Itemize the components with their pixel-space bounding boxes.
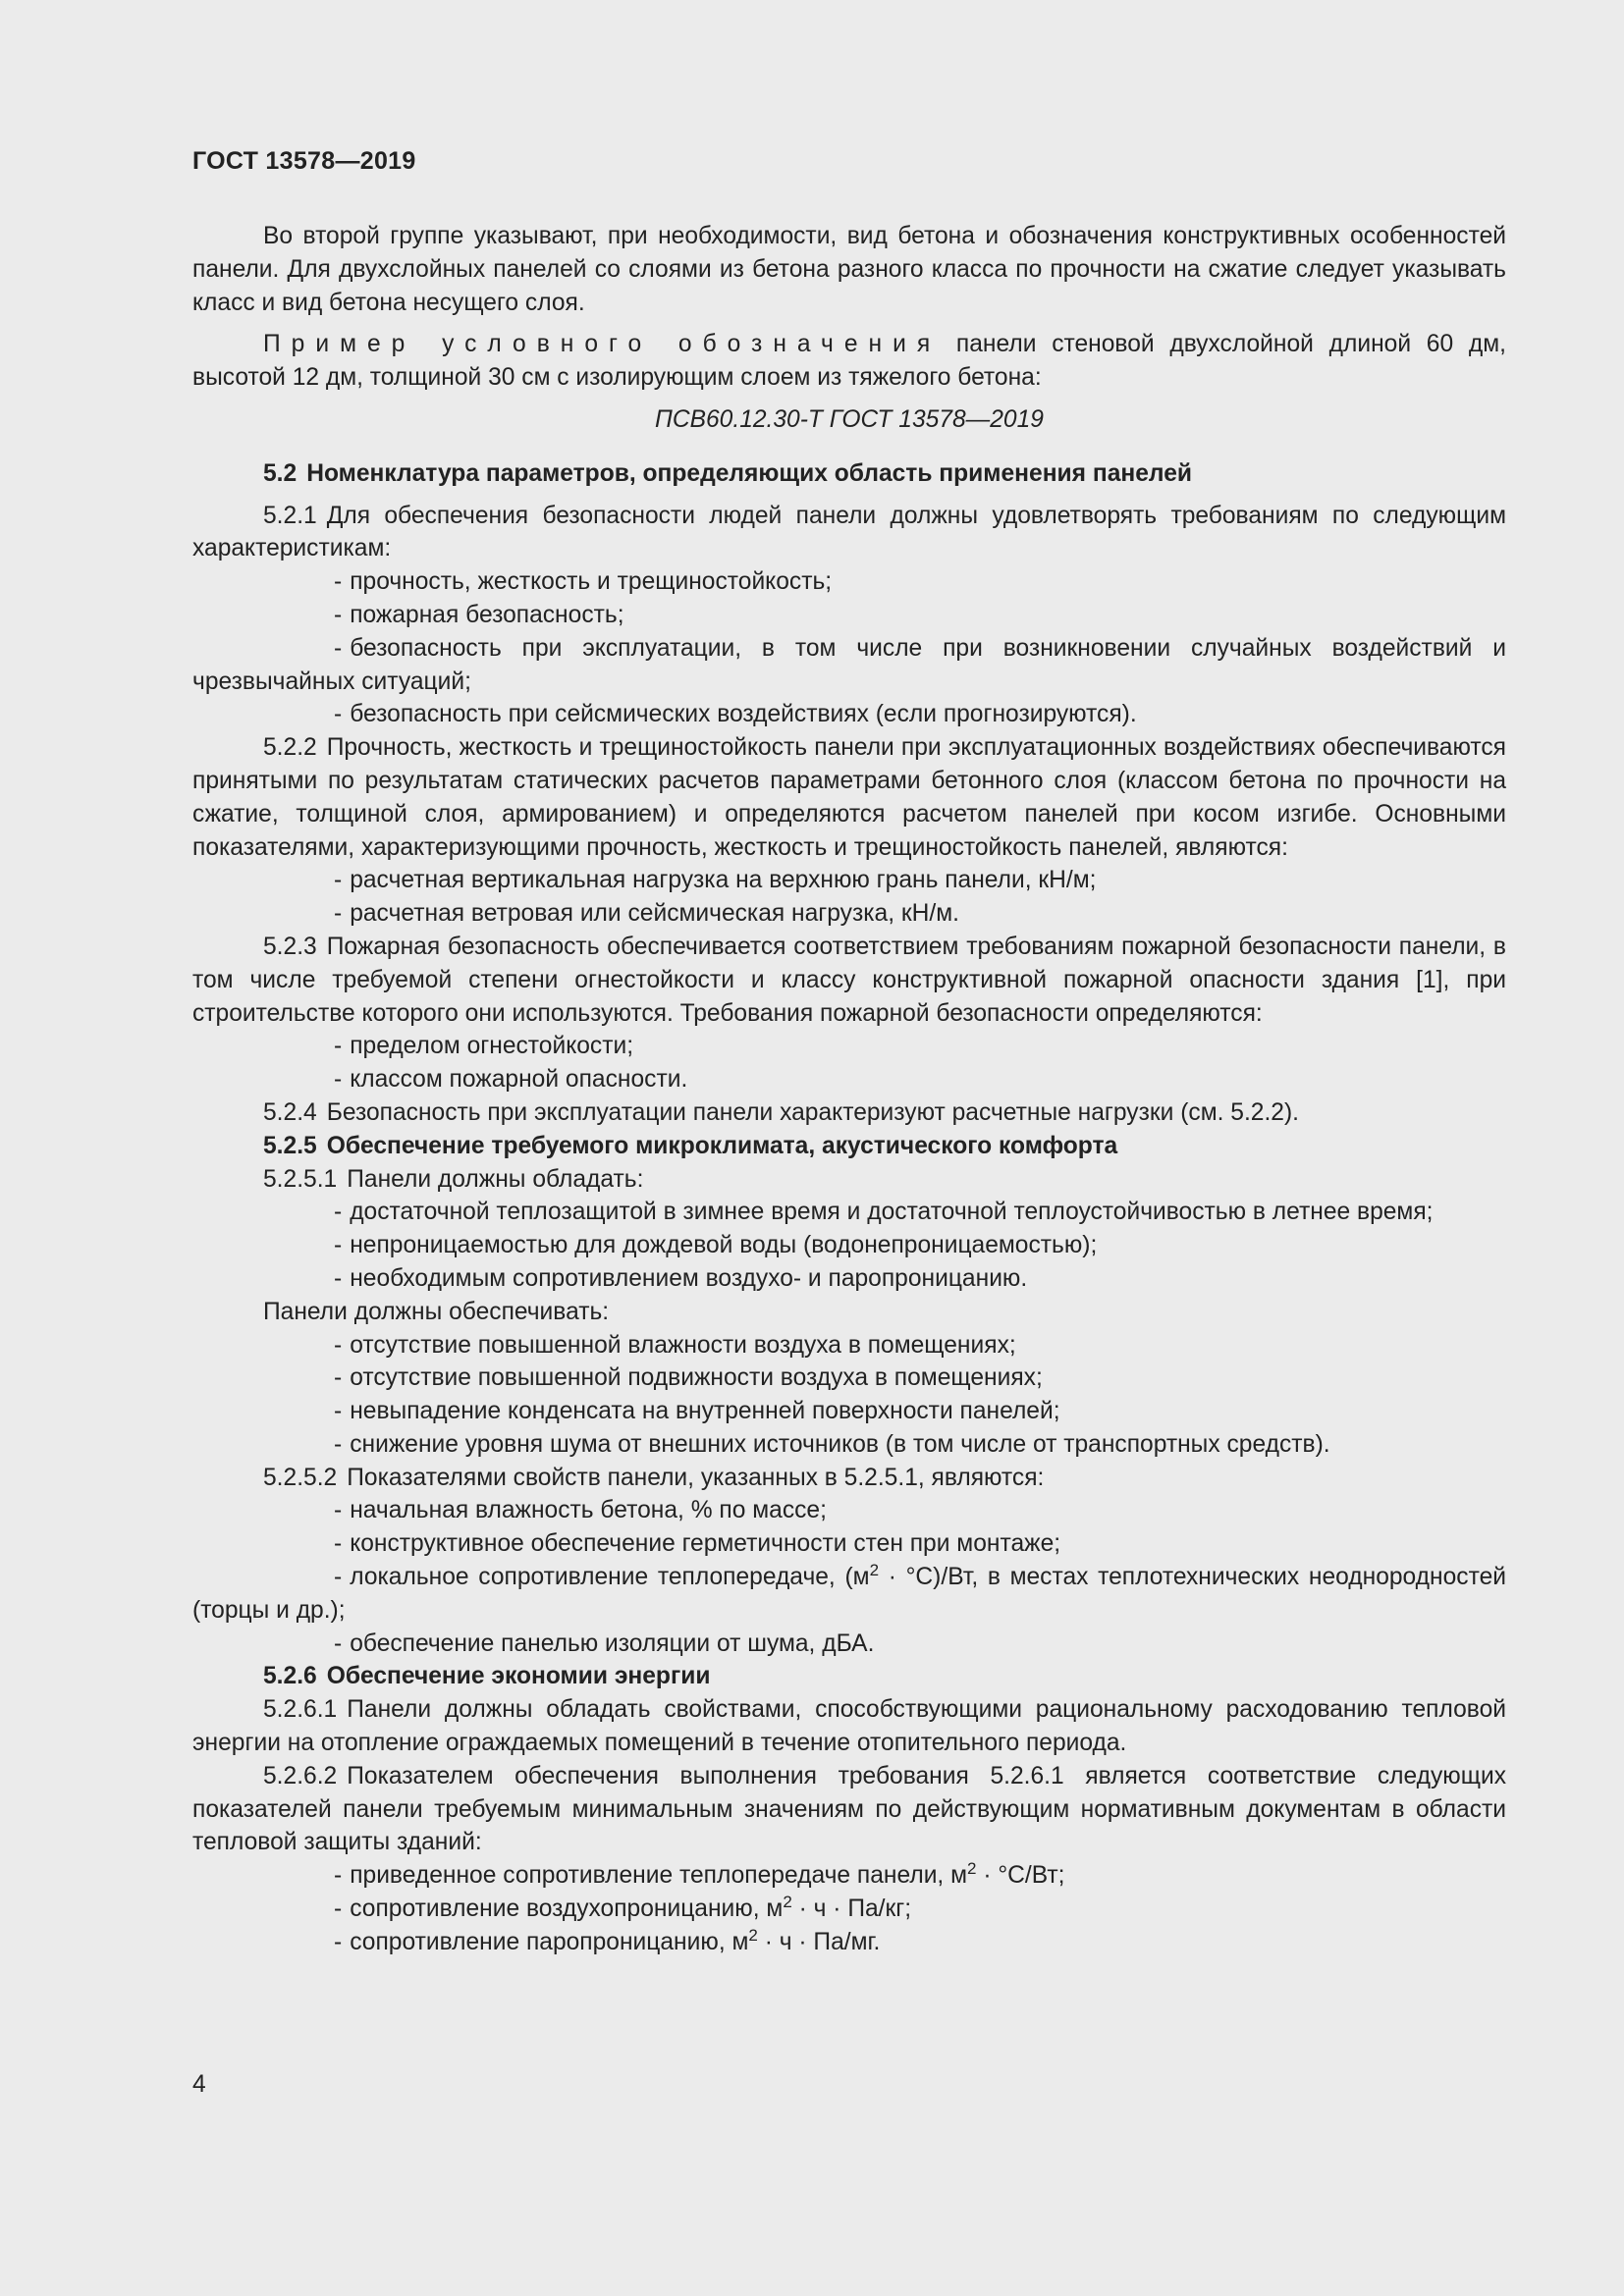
clause-5-2-6-2: 5.2.6.2 Показателем обеспечения выполнения требования 5.2.6.1 является соответствие следующих показателей панели требуемым минимальным значениям по действующим нормативным документам в области тепловой защиты зданий:: [192, 1762, 1506, 1856]
example-label: Пример условного обозначения: [263, 331, 942, 358]
list-item: - расчетная ветровая или сейсмическая нагрузка, кН/м.: [334, 900, 959, 928]
clause-5-2-4: 5.2.4 Безопасность при эксплуатации панели характеризуют расчетные нагрузки (см. 5.2.2).: [263, 1098, 1299, 1126]
list-item: - безопасность при сейсмических воздействиях (если прогнозируются).: [334, 701, 1137, 728]
list-item: - приведенное сопротивление теплопередаче панели, $м^2 \cdot ^\circ С/Вт$;: [334, 1859, 1065, 1890]
list-item: - пожарная безопасность;: [334, 601, 624, 628]
list-item: - конструктивное обеспечение герметичности стен при монтаже;: [334, 1530, 1061, 1558]
list-item: - отсутствие повышенной подвижности воздуха в помещениях;: [334, 1364, 1043, 1392]
example-text: панели стеновой двухслойной длиной 60 дм, высотой 12 дм, толщиной 30 см с изолирующим слоем из тяжелого бетона:: [192, 331, 1506, 392]
list-item: - достаточной теплозащитой в зимнее время и достаточной теплоустойчивостью в летнее время;: [334, 1199, 1434, 1226]
list-item: - локальное сопротивление теплопередаче, $(м^2 \cdot ^\circ С)/Вт$, в местах теплотехнических неоднородностей (торцы и др.);: [192, 1560, 1506, 1624]
list-item: - необходимым сопротивлением воздухо- и паропроницанию.: [334, 1264, 1028, 1292]
document-body: [192, 220, 1506, 1959]
list-item: - сопротивление воздухопроницанию, $м^2 \cdot ч \cdot Па/кг$;: [334, 1892, 912, 1923]
list-item: - невыпадение конденсата на внутренней поверхности панелей;: [334, 1398, 1060, 1425]
clause-5-2-5-2: 5.2.5.2 Показателями свойств панели, указанных в 5.2.5.1, являются:: [263, 1464, 1045, 1491]
list-item: - пределом огнестойкости;: [334, 1033, 634, 1060]
section-5-2-6-heading: 5.2.6 Обеспечение экономии энергии: [263, 1663, 711, 1690]
clause-5-2-6-1: 5.2.6.1 Панели должны обладать свойствами, способствующими рациональному расходованию тепловой энергии на отопление ограждаемых помещений в течение отопительного периода.: [192, 1696, 1506, 1757]
example-code: ПСВ60.12.30-Т ГОСТ 13578—2019: [655, 405, 1044, 433]
page-number: 4: [192, 2071, 206, 2098]
list-item: - отсутствие повышенной влажности воздуха в помещениях;: [334, 1331, 1016, 1359]
list-item: - расчетная вертикальная нагрузка на верхнюю грань панели, кН/м;: [334, 867, 1097, 894]
clause-5-2-5-1: 5.2.5.1 Панели должны обладать:: [263, 1165, 644, 1193]
clause-5-2-5-1-continued: Панели должны обеспечивать:: [263, 1298, 610, 1325]
clause-5-2-3: 5.2.3 Пожарная безопасность обеспечивается соответствием требованиям пожарной безопасности панели, в том числе требуемой степени огнестойкости и классу конструктивной пожарной опасности здания [1], при строительстве которого они используются. Требования пожарной безопасности определяются:: [192, 933, 1506, 1027]
list-item: - классом пожарной опасности.: [334, 1066, 688, 1094]
intro-paragraph: Во второй группе указывают, при необходимости, вид бетона и обозначения конструктивных особенностей панели. Для двухслойных панелей со слоями из бетона разного класса по прочности на сжатие следует указывать класс и вид бетона несущего слоя.: [192, 223, 1506, 316]
list-item: - обеспечение панелью изоляции от шума, дБА.: [334, 1629, 875, 1657]
section-5-2-5-heading: 5.2.5 Обеспечение требуемого микроклимата, акустического комфорта: [263, 1132, 1118, 1159]
clause-5-2-1: 5.2.1 Для обеспечения безопасности людей панели должны удовлетворять требованиям по следующим характеристикам:: [192, 502, 1506, 562]
clause-5-2-2: 5.2.2 Прочность, жесткость и трещиностойкость панели при эксплуатационных воздействиях обеспечиваются принятыми по результатам статических расчетов параметрами бетонного слоя (классом бетона по прочности на сжатие, толщиной слоя, армированием) и определяются расчетом панелей при косом изгибе. Основными показателями, характеризующими прочность, жесткость и трещиностойкость панелей, являются:: [192, 734, 1506, 861]
list-item: - непроницаемостью для дождевой воды (водонепроницаемостью);: [334, 1232, 1098, 1259]
list-item: - снижение уровня шума от внешних источников (в том числе от транспортных средств).: [334, 1430, 1330, 1458]
section-5-2-heading: 5.2 Номенклатура параметров, определяющих область применения панелей: [263, 459, 1193, 487]
example-paragraph: [192, 328, 1506, 395]
list-item: - прочность, жесткость и трещиностойкость;: [334, 568, 833, 596]
list-item: - безопасность при эксплуатации, в том числе при возникновении случайных воздействий и чрезвычайных ситуаций;: [192, 634, 1506, 695]
document-header: ГОСТ 13578—2019: [192, 147, 416, 175]
list-item: - начальная влажность бетона, % по массе;: [334, 1497, 827, 1524]
list-item: - сопротивление паропроницанию, $м^2 \cdot ч \cdot Па/мг$.: [334, 1925, 881, 1955]
